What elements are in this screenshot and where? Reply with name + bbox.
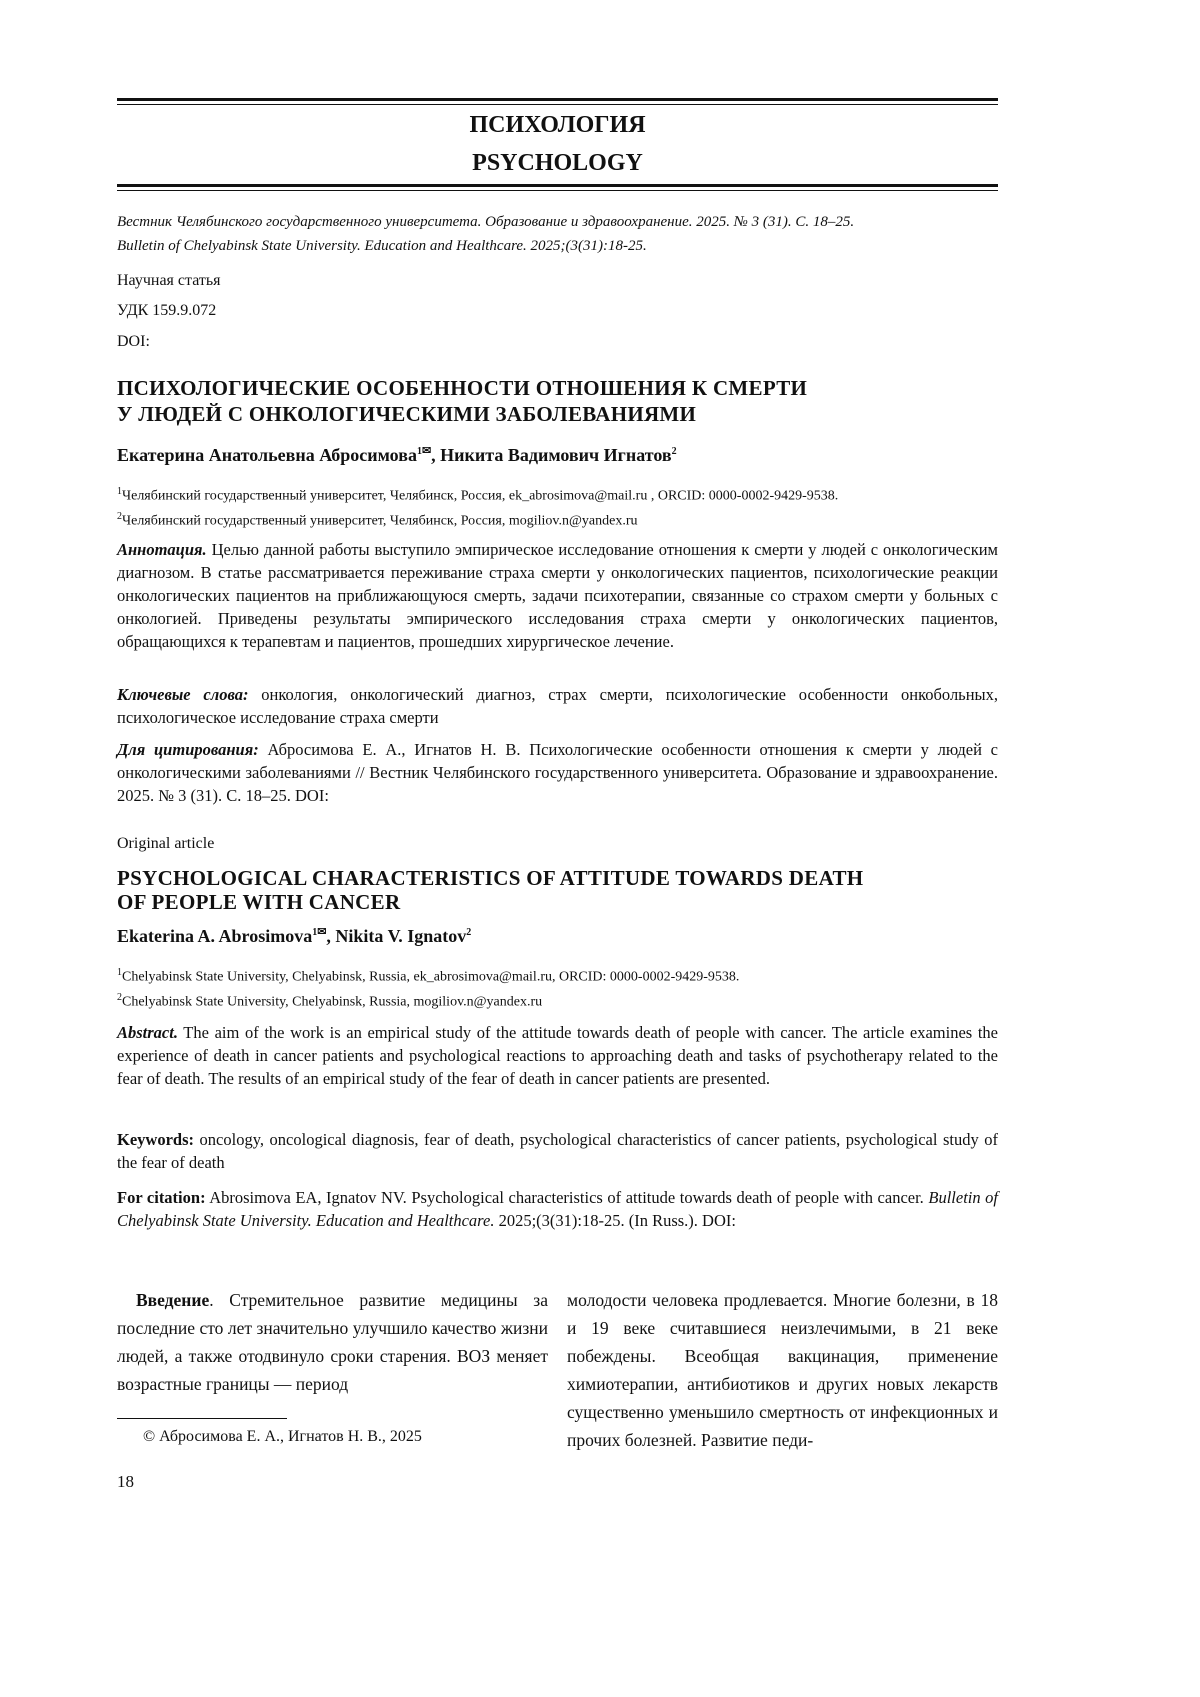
aff-text: Челябинский государственный университет, Челябинск, Россия, mogiliov.n@yandex.ru <box>122 513 638 529</box>
citation-text: Абросимова Е. А., Игнатов Н. В. Психологические особенности отношения к смерти у людей с онкологическими заболеваниями // Вестник Челябинского государственного университета. Образование и здравоохранение. 2025. № 3 (31). С. 18–25. DOI: <box>117 740 998 805</box>
footnote-rule <box>117 1418 287 1419</box>
abstract-en <box>117 1021 998 1090</box>
keywords-text: oncology, oncological diagnosis, fear of death, psychological characteristics of cancer patients, psychological study of the fear of death <box>117 1130 999 1172</box>
intro-label: Введение <box>136 1290 210 1310</box>
citation-label: For citation: <box>117 1188 206 1207</box>
journal-ref-en: Bulletin of Chelyabinsk State University. Education and Healthcare. 2025;(3(31):18-25. <box>117 238 647 254</box>
author1: Екатерина Анатольевна Абросимова <box>117 445 417 465</box>
citation-label: Для цитирования: <box>117 740 259 759</box>
keywords-label: Ключевые слова: <box>117 685 249 704</box>
authors-ru <box>117 444 998 466</box>
authors-en <box>117 925 998 947</box>
top-rule-thin <box>117 104 998 105</box>
copyright-footnote: © Абросимова Е. А., Игнатов Н. В., 2025 <box>143 1428 422 1445</box>
top-rule-thick <box>117 98 998 101</box>
article-type: Научная статья <box>117 272 221 289</box>
title-en-line1: PSYCHOLOGICAL CHARACTERISTICS OF ATTITUDE TOWARDS DEATH <box>117 866 864 890</box>
author2: Никита Вадимович Игнатов <box>440 445 672 465</box>
author2: Nikita V. Ignatov <box>335 926 467 946</box>
body-left-text: . Стремительное развитие медицины за последние сто лет значительно улучшило качество жизни людей, а также отодвинуло сроки старения. ВОЗ меняет возрастные границы — период <box>117 1290 548 1394</box>
sup: 1 <box>117 967 122 978</box>
aff-text: Челябинский государственный университет, Челябинск, Россия, ek_abrosimova@mail.ru , ORCID: 0000-0002-9429-9538. <box>122 488 839 504</box>
abstract-text: Целью данной работы выступило эмпирическое исследование отношения к смерти у людей с онкологическим диагнозом. В статье рассматривается переживание страха смерти у онкологических пациентов, психологические реакции онкологических пациентов на приближающуюся смерть, задачи психотерапии, связанные со страхом смерти у больных с онкологией. Приведены результаты эмпирического исследования страха смерти у онкологических пациентов, обращающихся к терапевтам и пациентов, прошедших хирургическое лечение. <box>117 540 998 651</box>
abstract-label: Аннотация. <box>117 540 207 559</box>
citation-ru <box>117 738 998 807</box>
sup: 2 <box>466 927 472 938</box>
sup: 2 <box>117 511 122 522</box>
body-right-column: молодости человека продлевается. Многие болезни, в 18 и 19 веке считавшиеся неизлечимыми, в 21 веке побеждены. Всеобщая вакцинация, применение химиотерапии, антибиотиков и других новых лекарств существенно уменьшило смертность от инфекционных и прочих болезней. Развитие педи- <box>567 1290 998 1450</box>
keywords-ru <box>117 683 998 729</box>
title-ru-line2: У ЛЮДЕЙ С ОНКОЛОГИЧЕСКИМИ ЗАБОЛЕВАНИЯМИ <box>117 402 697 426</box>
keywords-label: Keywords: <box>117 1130 194 1149</box>
keywords-en <box>117 1128 998 1174</box>
title-ru <box>117 375 998 427</box>
bottom-rule-thin <box>117 190 998 191</box>
mail-icon: ✉ <box>421 445 432 457</box>
sep: , <box>431 445 441 465</box>
citation-journal: Bulletin of Chelyabinsk State University. Education and Healthcare. <box>117 1188 999 1230</box>
journal-ref-ru: Вестник Челябинского государственного университета. Образование и здравоохранение. 2025. № 3 (31). С. 18–25. <box>117 214 855 230</box>
aff-text: Chelyabinsk State University, Chelyabinsk, Russia, ek_abrosimova@mail.ru, ORCID: 0000-0002-9429-9538. <box>122 969 740 985</box>
sup: 2 <box>671 446 677 457</box>
body-left-column <box>117 1286 548 1398</box>
citation-tail: 2025;(3(31):18-25. (In Russ.). DOI: <box>498 1211 736 1230</box>
bottom-rule-thick <box>117 184 998 187</box>
sup: 2 <box>117 992 122 1003</box>
sup: 1 <box>312 927 318 938</box>
abstract-text: The aim of the work is an empirical study of the attitude towards death of people with cancer. The article examines the experience of death in cancer patients and psychological reactions to approaching death and tasks of psychotherapy related to the fear of death. The results of an empirical study of the fear of death in cancer patients are presented. <box>117 1023 998 1088</box>
keywords-text: онкология, онкологический диагноз, страх смерти, психологические особенности онкобольных, психологическое исследование страха смерти <box>117 685 999 727</box>
page-number: 18 <box>117 1472 134 1491</box>
section-title-en: PSYCHOLOGY <box>472 150 643 176</box>
aff-text: Chelyabinsk State University, Chelyabinsk, Russia, mogiliov.n@yandex.ru <box>122 994 543 1010</box>
affiliation-en-2 <box>117 985 998 1015</box>
mail-icon: ✉ <box>317 926 327 938</box>
author1: Ekaterina A. Abrosimova <box>117 926 313 946</box>
abstract-label: Abstract. <box>117 1023 178 1042</box>
abstract-ru <box>117 538 998 653</box>
title-en <box>117 866 998 914</box>
title-ru-line1: ПСИХОЛОГИЧЕСКИЕ ОСОБЕННОСТИ ОТНОШЕНИЯ К СМЕРТИ <box>117 376 808 400</box>
citation-authors: Abrosimova EA, Ignatov NV. Psychological characteristics of attitude towards death of people with cancer. <box>209 1188 924 1207</box>
sup: 1 <box>416 446 422 457</box>
affiliation-ru-2 <box>117 504 998 534</box>
article-type-en: Original article <box>117 835 215 852</box>
udk: УДК 159.9.072 <box>117 302 217 319</box>
section-title-ru: ПСИХОЛОГИЯ <box>469 112 646 138</box>
doi: DOI: <box>117 333 150 350</box>
title-en-line2: OF PEOPLE WITH CANCER <box>117 890 401 914</box>
citation-en <box>117 1186 998 1232</box>
sup: 1 <box>117 486 122 497</box>
sep: , <box>326 926 336 946</box>
